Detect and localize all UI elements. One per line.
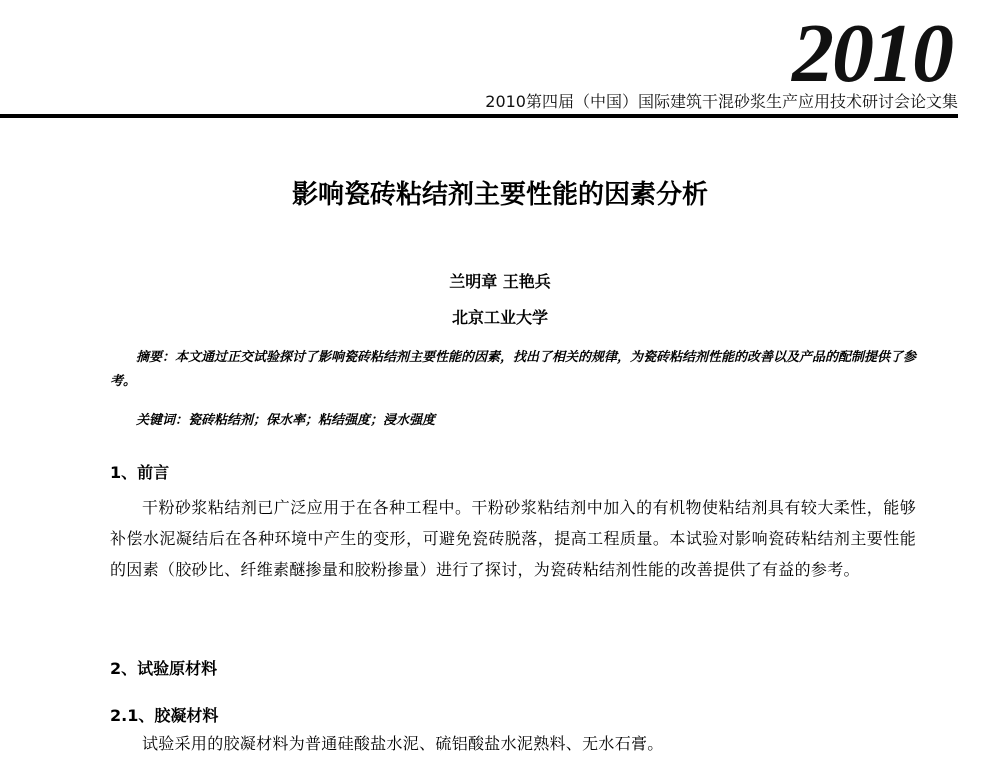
authors: 兰明章 王艳兵	[449, 272, 551, 291]
running-head: 2010第四届（中国）国际建筑干混砂浆生产应用技术研讨会论文集	[485, 92, 958, 111]
keywords: 关键词：瓷砖粘结剂；保水率；粘结强度；浸水强度	[136, 413, 436, 428]
section-heading-materials: 2、试验原材料	[110, 659, 218, 678]
year-logo: 2010	[792, 7, 952, 100]
abstract: 摘要：本文通过正交试验探讨了影响瓷砖粘结剂主要性能的因素，找出了相关的规律，为瓷砖粘结剂性能的改善以及产品的配制提供了参考。	[110, 350, 917, 389]
subsection-heading-cementitious: 2.1、胶凝材料	[110, 706, 219, 725]
affiliation: 北京工业大学	[451, 308, 548, 327]
cementitious-paragraph: 试验采用的胶凝材料为普通硅酸盐水泥、硫铝酸盐水泥熟料、无水石膏。	[142, 734, 664, 753]
introduction-paragraph: 干粉砂浆粘结剂已广泛应用于在各种工程中。干粉砂浆粘结剂中加入的有机物使粘结剂具有较大柔性，能够补偿水泥凝结后在各种环境中产生的变形，可避免瓷砖脱落，提高工程质量。本试验对影响瓷砖粘结剂主要性能的因素（胶砂比、纤维素醚掺量和胶粉掺量）进行了探讨，为瓷砖粘结剂性能的改善提供了有益的参考。	[110, 498, 916, 579]
section-heading-introduction: 1、前言	[110, 463, 170, 482]
header-rule	[0, 114, 958, 118]
paper-title: 影响瓷砖粘结剂主要性能的因素分析	[291, 180, 708, 210]
